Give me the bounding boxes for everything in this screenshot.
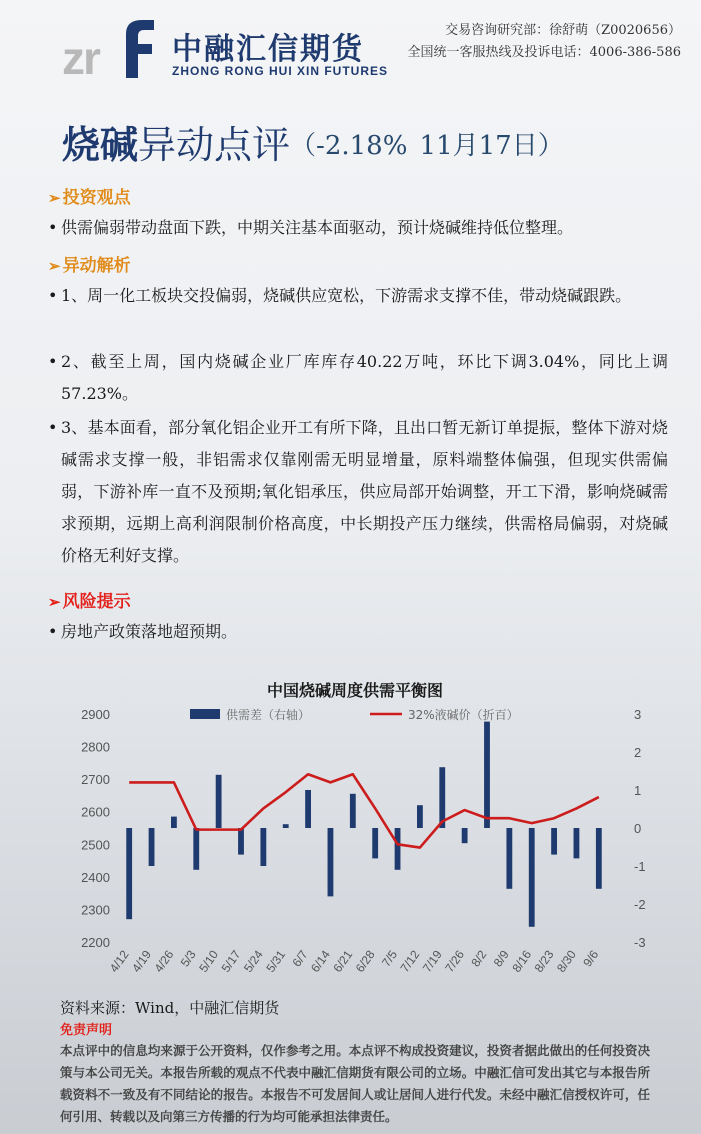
- title-rest: 异动点评: [138, 123, 291, 167]
- bar: [260, 828, 266, 866]
- list-item-text: 1、周一化工板块交投偏弱，烧碱供应宽松，下游需求支撑不佳，带动烧碱跟跌。: [61, 286, 632, 305]
- bar: [193, 828, 199, 870]
- bar: [395, 828, 401, 870]
- y-left-tick-label: 2800: [81, 739, 110, 755]
- header: [0, 0, 701, 100]
- x-tick-label: 7/26: [442, 947, 468, 975]
- y-left-tick-label: 2900: [81, 707, 110, 722]
- bullet-icon: •: [48, 418, 58, 437]
- title-change: -2.18%: [316, 131, 408, 161]
- section-heading-view-text: 投资观点: [62, 188, 131, 208]
- x-tick-label: 4/19: [129, 947, 155, 975]
- list-item-text: 2、截至上周，国内烧碱企业厂库库存40.22万吨，环比下调3.04%，同比上调57.23%。: [61, 352, 668, 403]
- bar: [484, 722, 490, 828]
- list-item-text: 3、基本面看，部分氧化铝企业开工有所下降，且出口暂无新订单提振，整体下游对烧碱需求支撑一般，非铝需求仅靠刚需无明显增量，原料端整体偏强，但现实供需偏弱，下游补库一直不及预期;氧化铝承压，供应局部开始调整，开工下滑，影响烧碱需求预期，远期上高利润限制价格高度，中长期投产压力继续，供需格局偏弱，对烧碱价格无利好支撑。: [61, 418, 668, 565]
- arrow-icon: ➢: [48, 189, 61, 207]
- x-tick-label: 7/19: [419, 947, 445, 975]
- section-heading-view: [48, 183, 131, 208]
- y-left-tick-label: 2500: [81, 837, 110, 853]
- company-name-en: ZHONG RONG HUI XIN FUTURES: [172, 64, 389, 78]
- x-tick-label: 9/6: [580, 947, 602, 970]
- x-tick-label: 8/30: [554, 947, 579, 975]
- page-title: [62, 114, 564, 169]
- x-tick-label: 5/24: [240, 947, 266, 975]
- x-tick-label: 6/14: [308, 947, 333, 975]
- chart-legend: [190, 707, 519, 722]
- list-item: [48, 212, 668, 244]
- title-date: 11月17日: [419, 131, 538, 161]
- bullet-icon: •: [48, 286, 58, 305]
- x-tick-label: 5/31: [263, 947, 289, 975]
- list-item: [48, 280, 668, 312]
- y-right-tick-label: 0: [634, 821, 642, 836]
- company-logo: [62, 12, 162, 82]
- legend-bar-label: 供需差（右轴）: [226, 708, 311, 722]
- x-tick-label: 7/5: [378, 947, 401, 970]
- disclaimer-title: 免责声明: [60, 1023, 113, 1038]
- x-tick-label: 5/10: [196, 947, 222, 975]
- y-right-tick-label: -2: [634, 897, 646, 912]
- x-tick-label: 8/9: [490, 947, 512, 970]
- bar: [216, 775, 222, 828]
- y-left-tick-label: 2600: [81, 804, 110, 820]
- y-left-tick-label: 2700: [81, 772, 110, 788]
- hotline-line: 全国统一客服热线及投诉电话：4006-386-586: [407, 45, 681, 60]
- bar: [149, 828, 155, 866]
- list-item-text: 供需偏弱带动盘面下跌，中期关注基本面驱动，预计烧碱维持低位整理。: [61, 218, 574, 237]
- chart-title: 中国烧碱周度供需平衡图: [266, 681, 444, 700]
- supply-demand-chart: [50, 676, 660, 986]
- bullet-icon: •: [48, 218, 58, 237]
- x-tick-label: 5/17: [218, 947, 244, 975]
- bar: [574, 828, 580, 858]
- legend-bar-swatch: [190, 709, 220, 719]
- bar: [328, 828, 334, 896]
- disclaimer-text: 本点评中的信息均来源于公开资料，仅作参考之用。本点评不构成投资建议，投资者据此做出的任何投资决策与本公司无关。本报告所载的观点不代表中融汇信期货有限公司的立场。中融汇信可发出其它与本报告所载资料不一致及有不同结论的报告。本报告不可发居间人或让居间人进行代发。未经中融汇信授权许可，任何引用、转载以及向第三方传播的行为均可能承担法律责任。: [60, 1043, 650, 1124]
- bar: [596, 828, 602, 889]
- arrow-icon: ➢: [48, 257, 61, 275]
- bullet-icon: •: [48, 352, 58, 371]
- svg-text:zr: zr: [62, 32, 99, 82]
- bar: [171, 817, 177, 828]
- x-tick-label: 8/16: [509, 947, 535, 975]
- x-tick-label: 6/21: [330, 947, 356, 975]
- y-right-tick-label: -3: [634, 935, 646, 950]
- section-heading-analysis-text: 异动解析: [62, 256, 131, 276]
- y-left-tick-label: 2400: [81, 869, 110, 885]
- bar: [238, 828, 244, 855]
- legend-line-label: 32%液碱价（折百）: [408, 708, 519, 722]
- x-tick-label: 4/12: [106, 947, 132, 975]
- y-right-tick-label: -1: [634, 859, 646, 874]
- price-line: [129, 774, 599, 847]
- bar: [551, 828, 557, 855]
- y-right-tick-label: 2: [634, 745, 642, 760]
- list-item: [48, 412, 668, 572]
- data-source: 资料来源：Wind，中融汇信期货: [60, 999, 280, 1017]
- x-tick-label: 6/28: [352, 947, 378, 975]
- bar: [283, 824, 289, 828]
- bar: [305, 790, 311, 828]
- bar: [417, 805, 423, 828]
- x-tick-label: 6/7: [289, 947, 311, 970]
- title-product: 烧碱: [62, 122, 139, 167]
- y-right-tick-label: 1: [634, 783, 642, 798]
- section-heading-analysis: [48, 251, 131, 276]
- bar: [372, 828, 378, 858]
- bar: [462, 828, 468, 843]
- bar: [126, 828, 132, 919]
- bar: [350, 794, 356, 828]
- title-paren-close: ）: [537, 131, 564, 161]
- y-left-tick-label: 2300: [81, 902, 110, 918]
- list-item: [48, 616, 668, 648]
- bar: [506, 828, 512, 889]
- contact-info: [408, 20, 682, 64]
- y-left-tick-label: 2200: [81, 935, 110, 950]
- x-tick-label: 4/26: [151, 947, 177, 975]
- x-tick-label: 8/2: [468, 947, 490, 970]
- list-item-text: 房地产政策落地超预期。: [61, 622, 238, 641]
- y-right-tick-label: 3: [634, 707, 642, 722]
- arrow-icon: ➢: [48, 593, 61, 611]
- bullet-icon: •: [48, 622, 58, 641]
- list-item: [48, 346, 668, 410]
- x-tick-label: 5/3: [177, 947, 199, 970]
- x-tick-label: 7/12: [397, 947, 423, 975]
- section-heading-risk: [48, 587, 131, 612]
- company-name-cn: 中融汇信期货: [172, 32, 364, 67]
- section-heading-risk-text: 风险提示: [62, 592, 131, 612]
- bar: [439, 767, 445, 828]
- x-tick-label: 8/23: [531, 947, 557, 975]
- bar: [529, 828, 535, 927]
- title-paren-open: （: [290, 131, 317, 161]
- analyst-line: 交易咨询研究部：徐舒萌（Z0020656）: [445, 23, 681, 38]
